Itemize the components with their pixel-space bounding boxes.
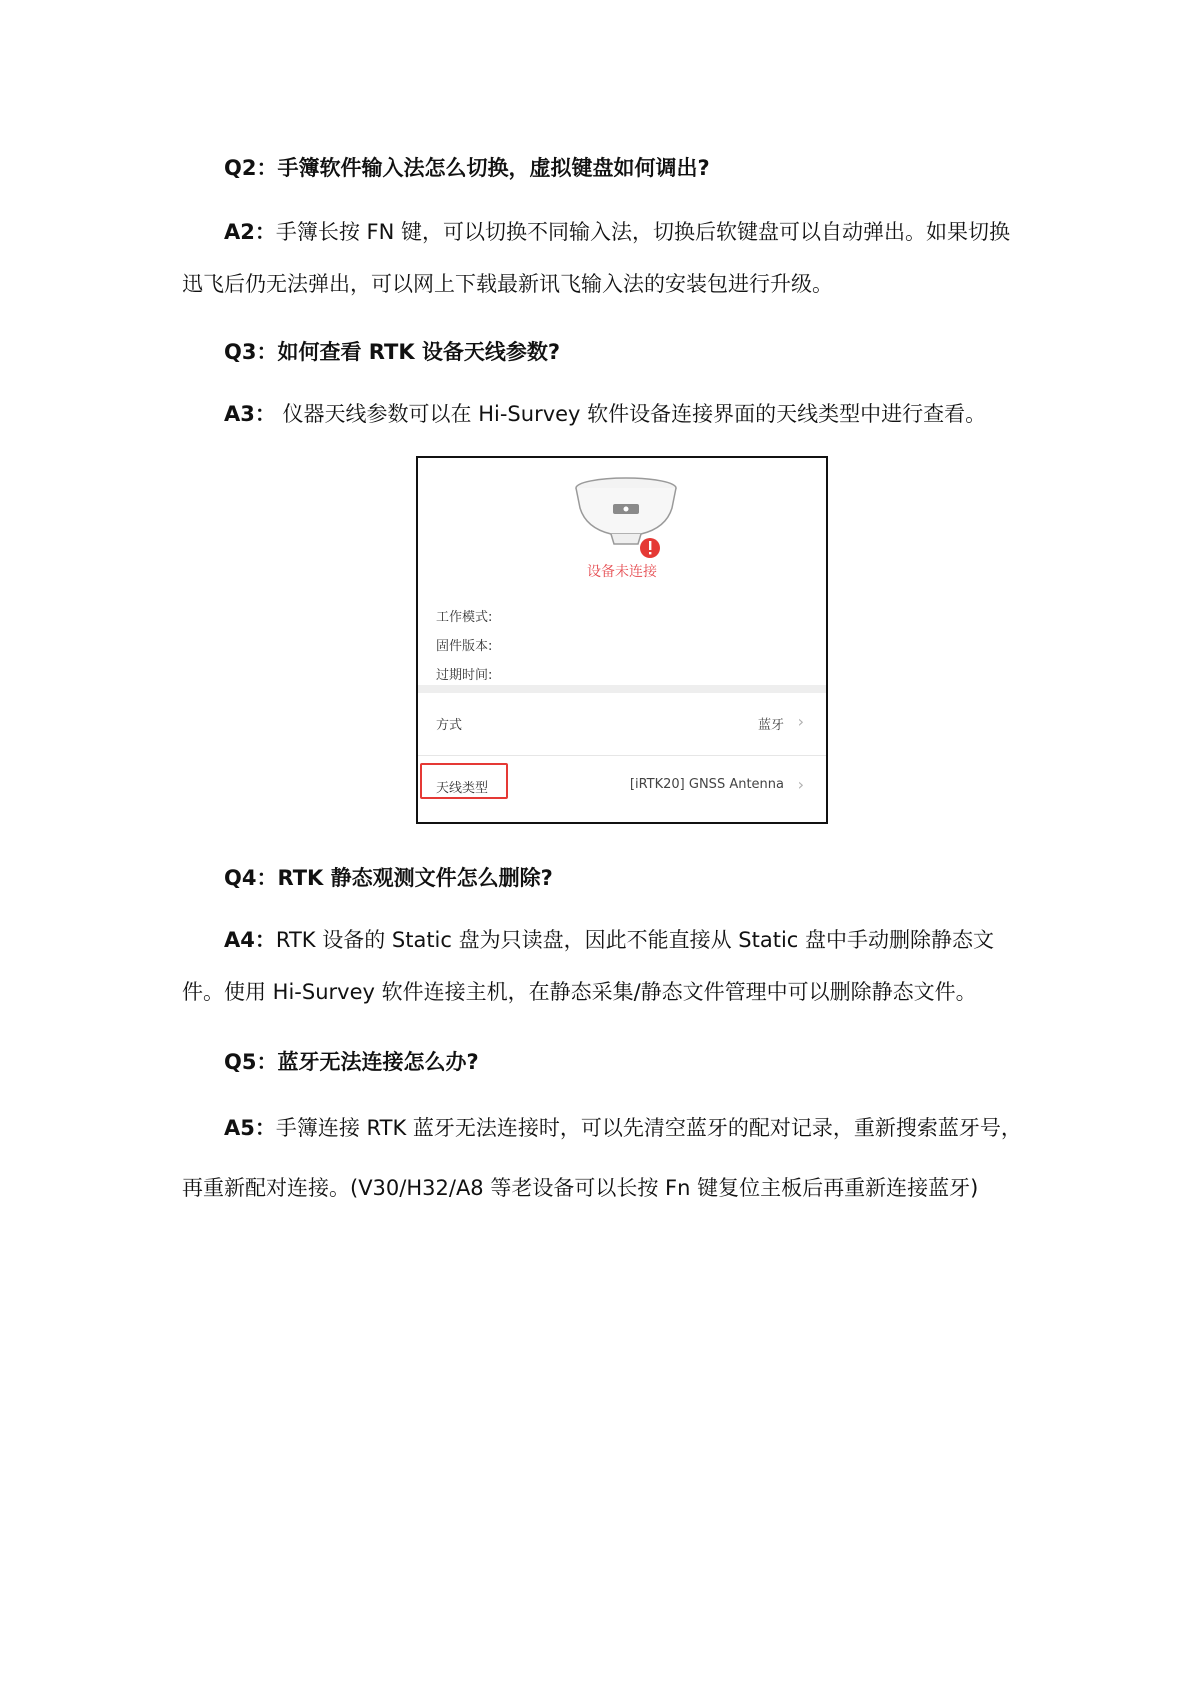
- answer-5-lead: A5：: [224, 1116, 276, 1140]
- question-5-lead: Q5：: [224, 1050, 278, 1074]
- info-work-mode: 工作模式:: [436, 610, 493, 625]
- answer-2: [182, 206, 1022, 310]
- answer-4-text: RTK 设备的 Static 盘为只读盘，因此不能直接从 Static 盘中手动删除静态文件。使用 Hi-Survey 软件连接主机，在静态采集/静态文件管理中可以删除静态文件。: [182, 928, 995, 1004]
- answer-2-lead: A2：: [224, 220, 276, 244]
- answer-4: [182, 914, 1022, 1018]
- row-connection-method-label: 方式: [436, 718, 463, 733]
- answer-5-text: 手簿连接 RTK 蓝牙无法连接时，可以先清空蓝牙的配对记录，重新搜索蓝牙号，再重新配对连接。(V30/H32/A8 等老设备可以长按 Fn 键复位主板后再重新连接蓝牙): [182, 1116, 1022, 1200]
- info-expiry-time: 过期时间:: [436, 668, 493, 683]
- question-2-text: 手簿软件输入法怎么切换，虚拟键盘如何调出?: [277, 156, 710, 180]
- answer-5: [182, 1098, 1022, 1218]
- section-divider: [418, 685, 826, 693]
- row-antenna-type-label: 天线类型: [436, 781, 489, 796]
- question-3: [182, 326, 1022, 378]
- chevron-right-icon: ›: [797, 775, 804, 794]
- answer-2-text: 手簿长按 FN 键，可以切换不同输入法，切换后软键盘可以自动弹出。如果切换迅飞后仍无法弹出，可以网上下载最新讯飞输入法的安装包进行升级。: [182, 220, 1011, 296]
- answer-3-lead: A3：: [224, 402, 276, 426]
- connection-status: 设备未连接: [587, 564, 657, 580]
- chevron-right-icon: ›: [797, 712, 804, 731]
- question-5: [182, 1036, 1022, 1088]
- question-3-text: 如何查看 RTK 设备天线参数?: [277, 340, 561, 364]
- row-connection-method-value: 蓝牙: [757, 718, 784, 733]
- answer-3-text: 仪器天线参数可以在 Hi-Survey 软件设备连接界面的天线类型中进行查看。: [275, 402, 987, 426]
- question-2-lead: Q2：: [224, 156, 278, 180]
- question-5-text: 蓝牙无法连接怎么办?: [277, 1050, 479, 1074]
- answer-4-lead: A4：: [224, 928, 276, 952]
- answer-3: [182, 388, 1022, 440]
- device-connection-screenshot: [416, 456, 828, 824]
- rtk-receiver-icon: [566, 468, 686, 558]
- question-3-lead: Q3：: [224, 340, 278, 364]
- row-antenna-type-value: [iRTK20] GNSS Antenna: [629, 777, 784, 792]
- row-antenna-type[interactable]: [418, 756, 826, 816]
- question-4-text: RTK 静态观测文件怎么删除?: [277, 866, 553, 890]
- question-4: [182, 852, 1022, 904]
- info-firmware-version: 固件版本:: [436, 639, 493, 654]
- question-2: [182, 142, 1022, 194]
- row-connection-method[interactable]: [418, 693, 826, 753]
- question-4-lead: Q4：: [224, 866, 278, 890]
